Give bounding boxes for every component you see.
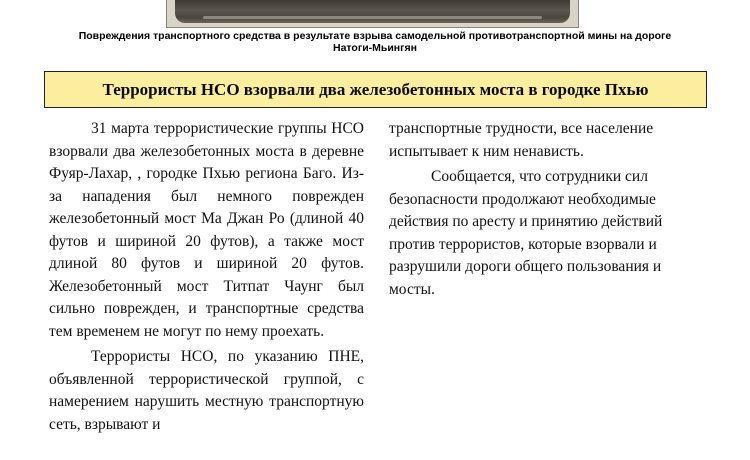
article-column-left <box>49 118 364 439</box>
article-paragraph-continued: транспортные трудности, все население испытывает к ним ненависть. <box>389 120 654 160</box>
photo-caption-line-2: Натоги-Мьингян <box>332 42 417 54</box>
article-headline: Террористы НСО взорвали два железобетонных моста в городке Пхью <box>102 79 649 99</box>
article-paragraph: 31 марта террористические группы НСО взорвали два железобетонных моста в деревне Фуяр-Лахар, , городке Пхью региона Баго. Из-за нападения был немного поврежден железобетонный мост Ма Джан Ро (длиной 40 футов и шириной 20 футов), а также мост длиной 80 футов и шириной 20 футов. Железобетонный мост Титпат Чаунг был сильно поврежден, и транспортные средства тем временем не могут по нему проехать. <box>49 120 364 340</box>
headline-banner <box>44 71 707 108</box>
article-paragraph: Сообщается, что сотрудники сил безопасности продолжают необходимые действия по аресту и принятию действий против террористов, которые взорвали и разрушили дороги общего пользования и мосты. <box>389 168 663 298</box>
article-column-right <box>389 118 702 304</box>
article-paragraph: Террористы НСО, по указанию ПНЕ, объявленной террористической группой, с намерением нарушить местную транспортную сеть, взрывают и <box>49 348 364 433</box>
news-photo <box>166 0 579 28</box>
damaged-vehicle-photo <box>175 0 570 23</box>
photo-caption-line-1: Повреждения транспортного средства в результате взрыва самодельной противотранспортной мины на дороге <box>78 30 672 42</box>
photo-caption <box>40 30 710 54</box>
